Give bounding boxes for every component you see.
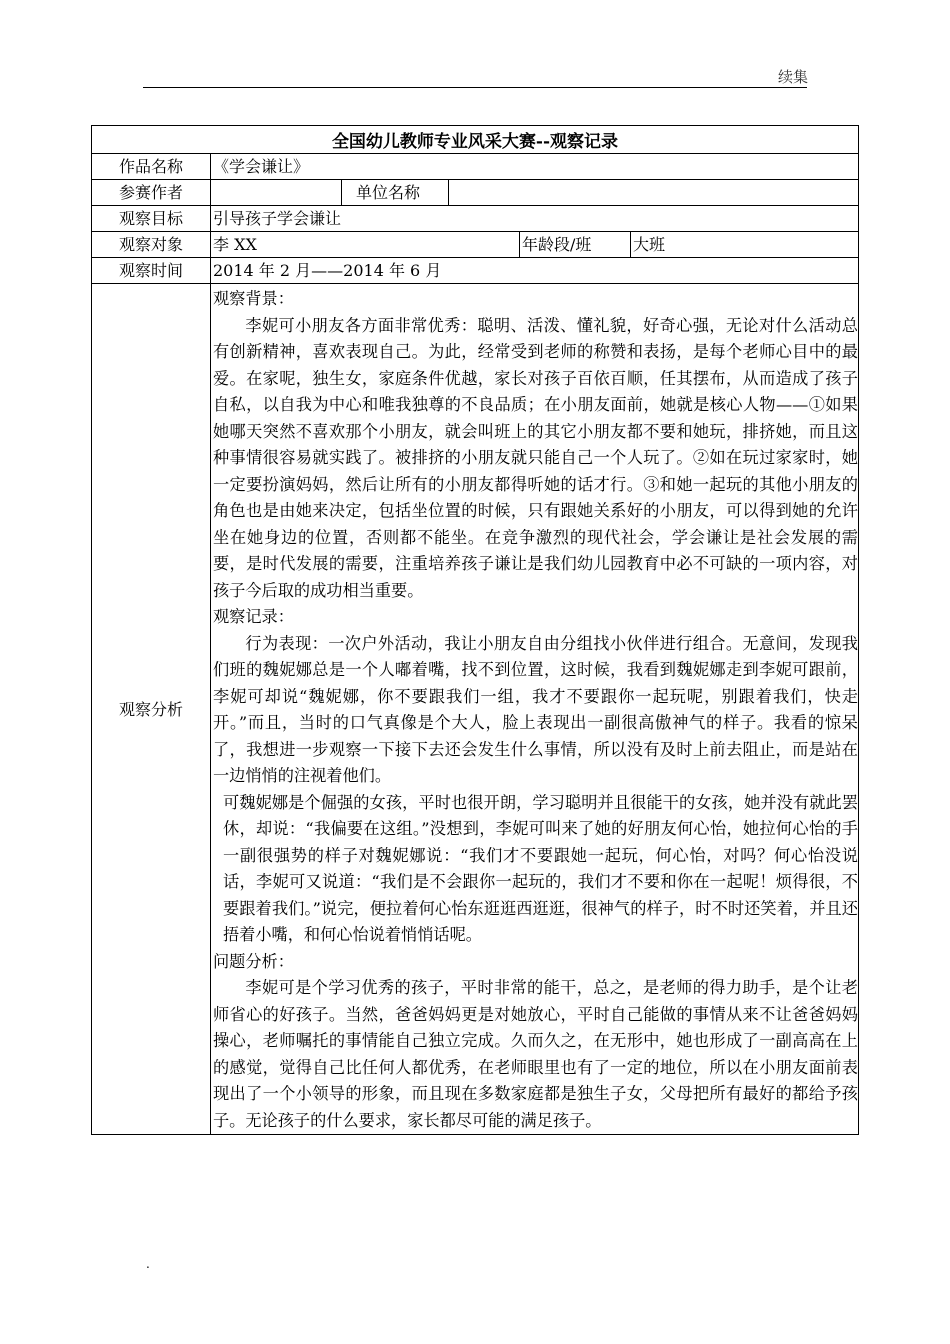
subject-value: 李 XX [211,232,520,257]
row-time [92,257,858,283]
row-goal [92,205,858,231]
author-label: 参赛作者 [92,180,211,205]
author-value [211,180,342,205]
subject-label: 观察对象 [92,232,211,257]
background-text: 李妮可小朋友各方面非常优秀：聪明、活泼、懂礼貌，好奇心强，无论对什么活动总有创新精神，喜欢表现自己。为此，经常受到老师的称赞和表扬，是每个老师心目中的最爱。在家呢，独生女，家庭条件优越，家长对孩子百依百顺，任其摆布，从而造成了孩子自私，以自我为中心和唯我独尊的不良品质；在小朋友面前，她就是核心人物——①如果她哪天突然不喜欢那个小朋友，就会叫班上的其它小朋友都不要和她玩，排挤她，而且这种事情很容易就实践了。被排挤的小朋友就只能自己一个人玩了。②如在玩过家家时，她一定要扮演妈妈，然后让所有的小朋友都得听她的话才行。③和她一起玩的其他小朋友的角色也是由她来决定，包括坐位置的时候，只有跟她关系好的小朋友，可以得到她的允许坐在她身边的位置，否则都不能坐。在竞争激烈的现代社会，学会谦让是社会发展的需要，是时代发展的需要，注重培养孩子谦让是我们幼儿园教育中必不可缺的一项内容，对孩子今后取的成功相当重要。 [213,315,858,600]
header-rule [143,87,807,88]
goal-label: 观察目标 [92,206,211,231]
form-title: 全国幼儿教师专业风采大赛--观察记录 [331,132,619,152]
analysis-body [211,284,858,1134]
background-heading: 观察背景： [213,289,294,308]
row-analysis [92,283,858,1134]
observation-form [91,125,859,1135]
continued-label: 续集 [778,68,809,86]
time-label: 观察时间 [92,258,211,283]
row-subject [92,231,858,257]
problem-text: 李妮可是个学习优秀的孩子，平时非常的能干，总之，是老师的得力助手，是个让老师省心的好孩子。当然，爸爸妈妈更是对她放心，平时自己能做的事情从来不让爸爸妈妈操心，老师嘱托的事情能自己独立完成。久而久之，在无形中，她也形成了一副高高在上的感觉，觉得自己比任何人都优秀，在老师眼里也有了一定的地位，所以在小朋友面前表现出了一个小领导的形象，而且现在多数家庭都是独生子女，父母把所有最好的都给予孩子。无论孩子的什么要求，家长都尽可能的满足孩子。 [213,978,858,1130]
problem-heading: 问题分析： [213,951,294,971]
age-label: 年龄段/班 [520,232,631,257]
row-work-name [92,153,858,179]
unit-value [449,180,858,205]
record-text-2: 可魏妮娜是个倔强的女孩，平时也很开朗，学习聪明并且很能干的女孩，她并没有就此罢休，却说：“我偏要在这组。”没想到，李妮可叫来了她的好朋友何心怡，她拉何心怡的手一副很强势的样子对魏妮娜说：“我们才不要跟她一起玩，何心怡，对吗？何心怡没说话，李妮可又说道：“我们是不会跟你一起玩的，我们才不要和你在一起呢！烦得很，不要跟着我们。”说完，便拉着何心怡东逛逛西逛逛，很神气的样子，时不时还笑着，并且还捂着小嘴，和何心怡说着悄悄话呢。 [223,792,858,944]
time-value: 2014 年 2 月——2014 年 6 月 [213,261,442,280]
analysis-label: 观察分析 [92,284,211,1134]
goal-value: 引导孩子学会谦让 [213,209,342,228]
work-name-value: 《学会谦让》 [213,157,310,176]
record-text-1: 行为表现：一次户外活动，我让小朋友自由分组找小伙伴进行组合。无意间，发现我们班的魏妮娜总是一个人嘟着嘴，找不到位置，这时候，我看到魏妮娜走到李妮可跟前，李妮可却说“魏妮娜，你不要跟我们一组，我才不要跟你一起玩呢，别跟着我们，快走开。”而且，当时的口气真像是个大人，脸上表现出一副很高傲神气的样子。我看的惊呆了，我想进一步观察一下接下去还会发生什么事情，所以没有及时上前去阻止，而是站在一边悄悄的注视着他们。 [213,633,858,785]
age-value: 大班 [633,235,666,254]
row-author [92,179,858,205]
work-name-label: 作品名称 [92,154,211,179]
footer-mark: . [146,1257,150,1271]
unit-label: 单位名称 [342,180,449,205]
record-heading: 观察记录： [213,607,294,626]
